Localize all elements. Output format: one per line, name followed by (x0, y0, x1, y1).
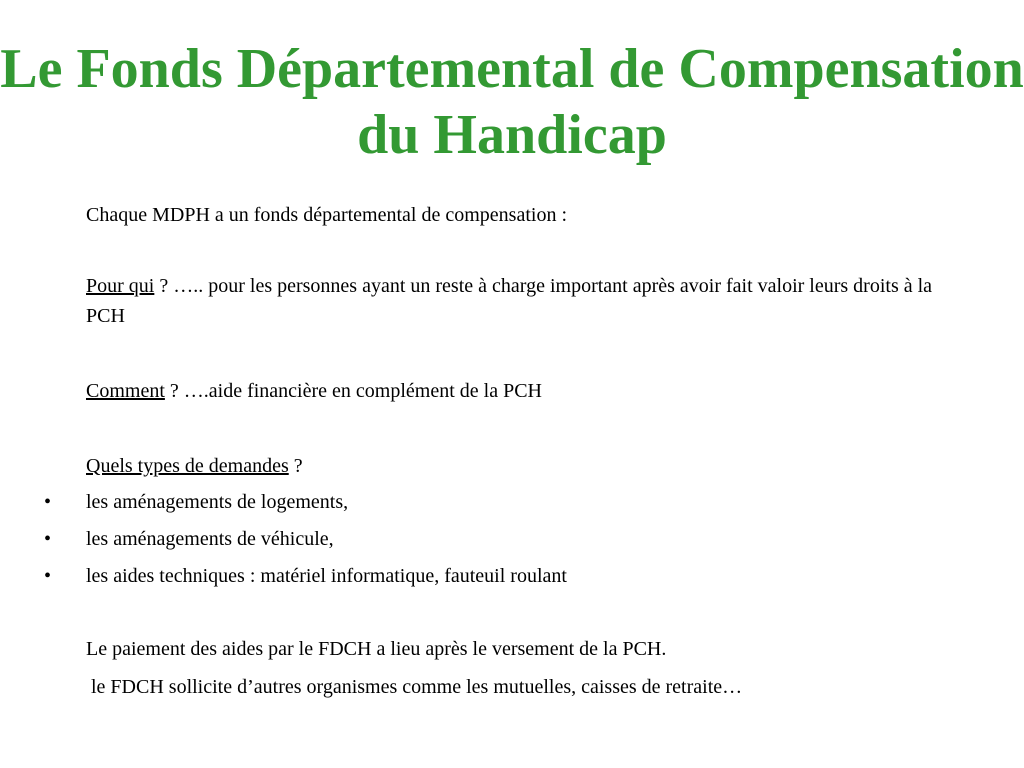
pour-qui-label: Pour qui (86, 275, 155, 297)
pour-qui-text: ? ….. pour les personnes ayant un reste à charge important après avoir fait valoir leurs droits à la PCH (86, 275, 933, 327)
quels-types-label: Quels types de demandes (86, 455, 289, 477)
quels-types-text: ? (288, 455, 303, 477)
footer-line: le FDCH sollicite d’autres organismes comme les mutuelles, caisses de retraite… (86, 676, 743, 698)
list-item-text: les aménagements de véhicule, (86, 528, 334, 550)
list-item-text: les aménagements de logements, (86, 491, 349, 513)
bullet-icon: • (44, 528, 52, 550)
comment-label: Comment (86, 380, 165, 402)
intro-paragraph: Chaque MDPH a un fonds départemental de compensation : (86, 204, 567, 226)
comment-paragraph (86, 376, 956, 406)
page-title: Le Fonds Départemental de Compensation du Handicap (0, 38, 1024, 166)
comment-text: ? ….aide financière en complément de la PCH (164, 380, 542, 402)
quels-types-paragraph (86, 451, 956, 481)
bullet-icon: • (44, 491, 52, 513)
bullet-icon: • (44, 565, 52, 587)
footer-line: Le paiement des aides par le FDCH a lieu après le versement de la PCH. (86, 638, 667, 660)
list-item-text: les aides techniques : matériel informatique, fauteuil roulant (86, 565, 567, 587)
pour-qui-paragraph (86, 271, 956, 331)
